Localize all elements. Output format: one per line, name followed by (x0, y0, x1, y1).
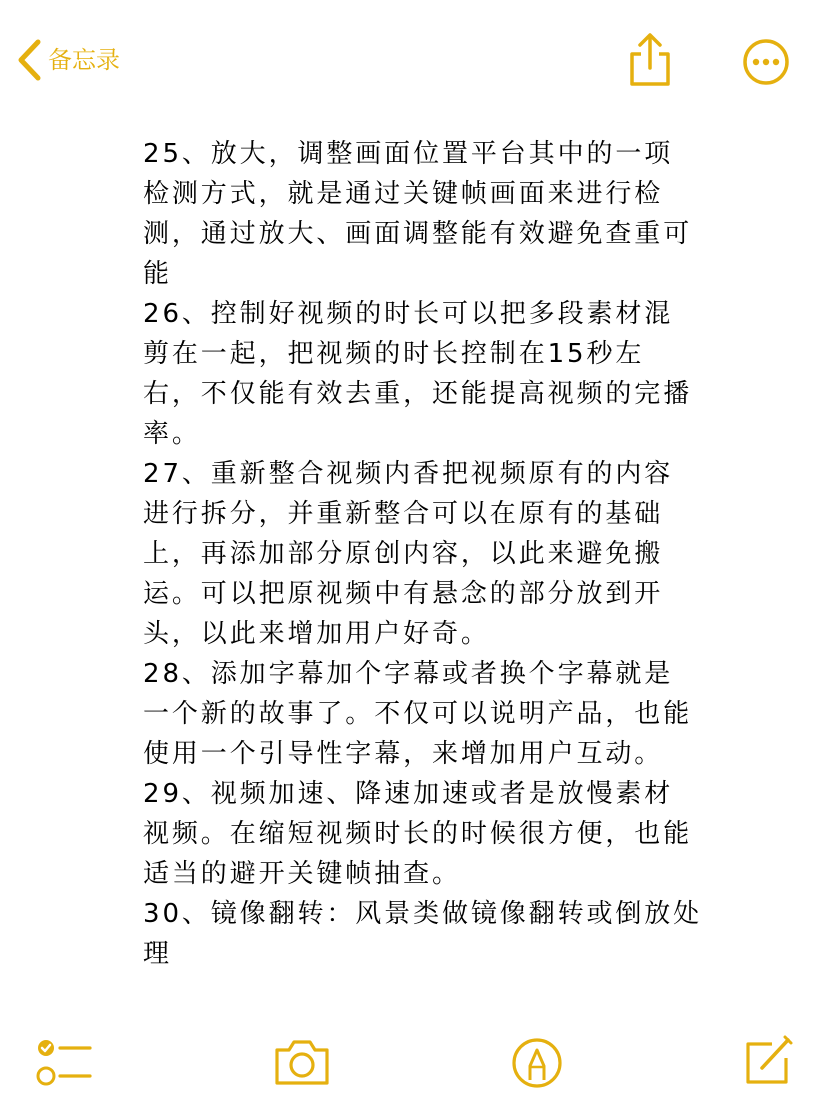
note-line: 适当的避开关键帧抽查。 (143, 859, 461, 889)
note-line: 29、视频加速、降速加速或者是放慢素材 (143, 779, 674, 809)
note-line: 30、镜像翻转：风景类做镜像翻转或倒放处 (143, 899, 703, 929)
note-line: 26、控制好视频的时长可以把多段素材混 (143, 299, 674, 329)
back-button[interactable] (16, 36, 120, 84)
note-line: 剪在一起，把视频的时长控制在15秒左 (143, 339, 645, 369)
note-line: 能 (143, 259, 172, 289)
note-line: 上，再添加部分原创内容，以此来避免搬 (143, 539, 664, 569)
note-line: 头，以此来增加用户好奇。 (143, 619, 490, 649)
note-line: 27、重新整合视频内香把视频原有的内容 (143, 459, 674, 489)
more-button[interactable] (742, 38, 790, 86)
checklist-button[interactable] (34, 1036, 94, 1090)
ellipsis-circle-icon (742, 71, 790, 90)
share-icon (626, 73, 674, 92)
note-line: 使用一个引导性字幕，来增加用户互动。 (143, 739, 664, 769)
note-line: 运。可以把原视频中有悬念的部分放到开 (143, 579, 664, 609)
checklist-icon (34, 1075, 94, 1094)
note-line: 一个新的故事了。不仅可以说明产品，也能 (143, 699, 693, 729)
note-line: 理 (143, 939, 172, 969)
compose-button[interactable] (742, 1034, 796, 1088)
back-button-label: 备忘录 (48, 46, 120, 74)
note-line: 视频。在缩短视频时长的时候很方便，也能 (143, 819, 693, 849)
note-line: 率。 (143, 419, 201, 449)
markup-button[interactable] (510, 1036, 564, 1090)
note-body[interactable] (143, 134, 703, 974)
chevron-left-icon (16, 39, 42, 81)
camera-button[interactable] (272, 1036, 332, 1088)
note-line: 25、放大，调整画面位置平台其中的一项 (143, 139, 674, 169)
note-line: 右，不仅能有效去重，还能提高视频的完播 (143, 379, 693, 409)
share-button[interactable] (626, 32, 674, 88)
markup-pen-icon (510, 1075, 564, 1094)
note-line: 进行拆分，并重新整合可以在原有的基础 (143, 499, 664, 529)
note-line: 检测方式，就是通过关键帧画面来进行检 (143, 179, 664, 209)
note-line: 28、添加字幕加个字幕或者换个字幕就是 (143, 659, 674, 689)
compose-icon (742, 1073, 796, 1092)
note-line: 测，通过放大、画面调整能有效避免查重可 (143, 219, 693, 249)
camera-icon (272, 1073, 332, 1092)
